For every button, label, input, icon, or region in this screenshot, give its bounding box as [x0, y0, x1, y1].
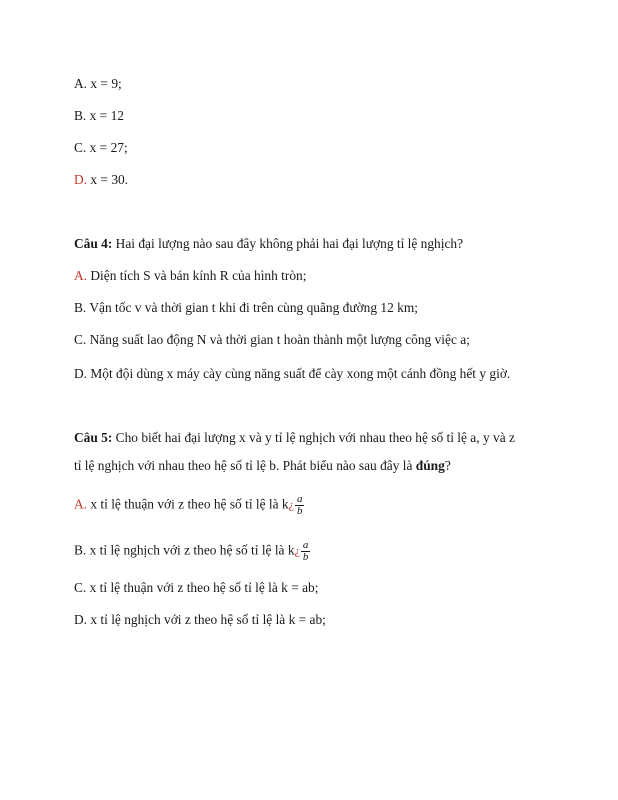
q5-option-b: [74, 540, 310, 563]
option-text: x = 12: [86, 108, 124, 123]
fraction-denominator: b: [302, 551, 309, 563]
option-letter: C.: [74, 332, 87, 347]
option-letter: B.: [74, 542, 87, 558]
question-text: Hai đại lượng nào sau đây không phải hai đại lượng tỉ lệ nghịch?: [112, 236, 464, 251]
prev-option-b: [74, 108, 124, 124]
option-letter-correct: A.: [74, 496, 88, 512]
q5-option-d: [74, 612, 326, 628]
question-end: ?: [444, 458, 451, 473]
inverted-question-glyph: ¿: [294, 543, 300, 558]
option-text: x tỉ lệ nghịch với z theo hệ số tỉ lệ là k: [86, 542, 295, 558]
q5-option-a: [74, 494, 304, 517]
fraction-numerator: a: [296, 493, 303, 505]
option-text: x = 9;: [87, 76, 122, 91]
option-letter: C.: [74, 580, 87, 595]
question-label: Câu 5:: [74, 430, 113, 445]
option-letter-correct: A.: [74, 268, 88, 283]
question-label: Câu 4:: [74, 236, 113, 251]
option-letter-correct: D.: [74, 172, 88, 187]
option-text: Diện tích S và bán kính R của hình tròn;: [87, 268, 307, 283]
option-letter: B.: [74, 108, 87, 123]
fraction: [301, 540, 311, 563]
option-text: Một đội dùng x máy cày cùng năng suất để cày xong một cánh đồng hết y giờ.: [87, 366, 511, 381]
option-text: Vận tốc v và thời gian t khi đi trên cùng quãng đường 12 km;: [86, 300, 418, 315]
option-text: Năng suất lao động N và thời gian t hoàn thành một lượng công việc a;: [86, 332, 470, 347]
fraction-denominator: b: [296, 505, 303, 517]
option-text: x = 30.: [87, 172, 129, 187]
question-4: [74, 236, 463, 252]
fraction: [295, 494, 305, 517]
q4-option-d: [74, 366, 510, 382]
question-text: tỉ lệ nghịch với nhau theo hệ số tỉ lệ b. Phát biểu nào sau đây là: [74, 458, 416, 473]
q5-option-c: [74, 580, 318, 596]
prev-option-a: [74, 76, 122, 92]
question-text: Cho biết hai đại lượng x và y tỉ lệ nghịch với nhau theo hệ số tỉ lệ a, y và z: [112, 430, 515, 445]
q4-option-c: [74, 332, 470, 348]
option-letter: C.: [74, 140, 87, 155]
prev-option-c: [74, 140, 128, 156]
q4-option-a: [74, 268, 306, 284]
fraction-numerator: a: [302, 539, 309, 551]
option-text: x tỉ lệ thuận với z theo hệ số tỉ lệ là k = ab;: [86, 580, 319, 595]
option-letter: A.: [74, 76, 88, 91]
option-text: x tỉ lệ thuận với z theo hệ số tỉ lệ là k: [87, 496, 289, 512]
option-letter: B.: [74, 300, 87, 315]
inverted-question-glyph: ¿: [288, 497, 294, 512]
q4-option-b: [74, 300, 418, 316]
question-5-line-1: [74, 430, 515, 446]
option-text: x = 27;: [86, 140, 128, 155]
prev-option-d: [74, 172, 128, 188]
question-5-line-2: [74, 458, 451, 474]
option-letter: D.: [74, 612, 88, 627]
option-text: x tỉ lệ nghịch với z theo hệ số tỉ lệ là k = ab;: [87, 612, 326, 627]
question-emphasis: đúng: [415, 458, 445, 473]
option-letter: D.: [74, 366, 88, 381]
